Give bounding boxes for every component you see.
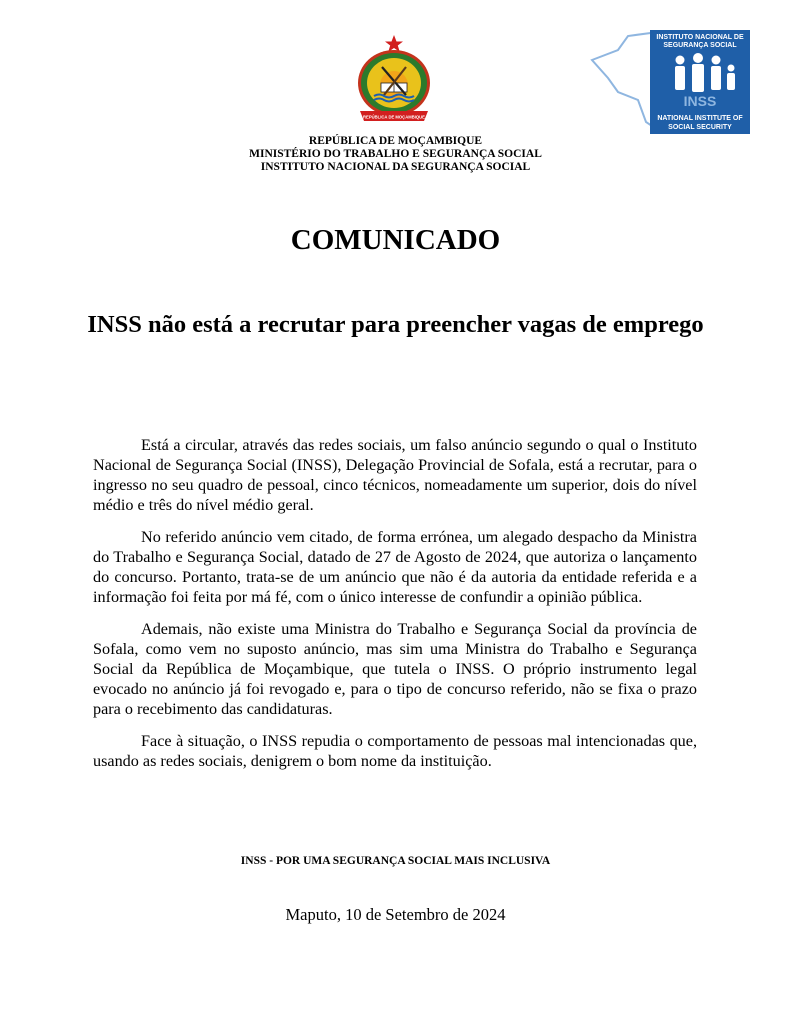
coat-of-arms-icon (346, 33, 442, 129)
paragraph-1: Está a circular, através das redes sociais, um falso anúncio segundo o qual o Instituto Nacional de Segurança Social (INSS), Delegação Provincial de Sofala, está a recrutar, para o ingresso no seu quadro de pessoal, cinco técnicos, nomeadamente um superior, dois do nível médio e três do nível médio geral. (93, 436, 697, 514)
header-institute: INSTITUTO NACIONAL DA SEGURANÇA SOCIAL (260, 161, 531, 173)
emblem-ribbon-text: REPÚBLICA DE MOÇAMBIQUE (363, 114, 425, 120)
slogan: INSS - POR UMA SEGURANÇA SOCIAL MAIS INCLUSIVA (240, 855, 551, 867)
inss-acronym: INSS (683, 93, 717, 109)
paragraph-3: Ademais, não existe uma Ministra do Trabalho e Segurança Social da província de Sofala, como vem no suposto anúncio, mas sim uma Ministra do Trabalho e Segurança Social da República de Moçambique, que tutela o INSS. O próprio instrumento legal evocado no anúncio já foi revogado e, para o tipo de concurso referido, não se fixa o prazo para o recebimento das candidaturas. (93, 620, 697, 718)
document-title: COMUNICADO (290, 224, 501, 256)
inss-bottom-text-1: NATIONAL INSTITUTE OF (657, 115, 743, 122)
paragraph-2: No referido anúncio vem citado, de forma errónea, um alegado despacho da Ministra do Trabalho e Segurança Social, datado de 27 de Agosto de 2024, que autoriza o lançamento do concurso. Portanto, trata-se de um anúncio que não é da autoria da entidade referida e a informação foi feita por má fé, com o único interesse de confundir a opinião pública. (93, 528, 697, 606)
document-body (93, 435, 697, 783)
inss-top-text-2: SEGURANÇA SOCIAL (663, 42, 737, 49)
document-subtitle: INSS não está a recrutar para preencher vagas de emprego (87, 311, 704, 338)
header-ministry: MINISTÉRIO DO TRABALHO E SEGURANÇA SOCIAL (249, 148, 542, 160)
letterhead (0, 135, 791, 174)
paragraph-4: Face à situação, o INSS repudia o comportamento de pessoas mal intencionadas que, usando as redes sociais, denigrem o bom nome da instituição. (93, 732, 697, 770)
inss-bottom-text-2: SOCIAL SECURITY (668, 124, 732, 131)
inss-top-text-1: INSTITUTO NACIONAL DE (656, 34, 744, 41)
dateline: Maputo, 10 de Setembro de 2024 (285, 905, 506, 924)
header-country: REPÚBLICA DE MOÇAMBIQUE (308, 135, 483, 147)
inss-logo-icon (588, 30, 750, 134)
